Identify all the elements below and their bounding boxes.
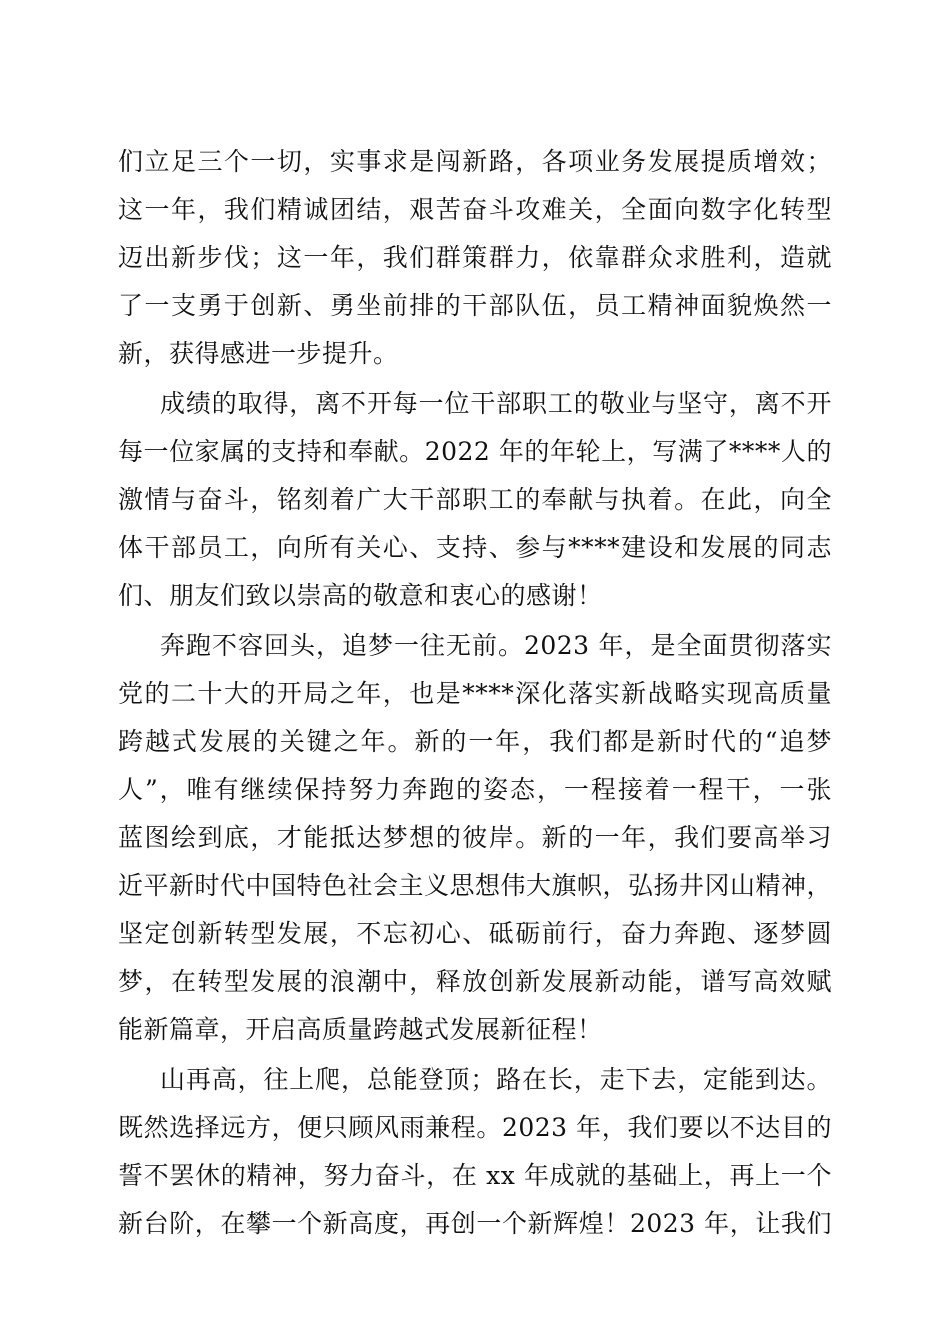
text-line: 近平新时代中国特色社会主义思想伟大旗帜，弘扬井冈山精神，	[118, 871, 833, 900]
text-line: 坚定创新转型发展，不忘初心、砥砺前行，奋力奔跑、逐梦圆	[118, 919, 832, 948]
text-line: 每一位家属的支持和奉献。2022 年的年轮上，写满了****人的	[118, 437, 832, 466]
text-line: 们立足三个一切，实事求是闯新路，各项业务发展提质增效；	[118, 147, 832, 176]
text-line: 这一年，我们精诚团结，艰苦奋斗攻难关，全面向数字化转型	[118, 195, 832, 224]
text-line: 们、朋友们致以崇高的敬意和衷心的感谢！	[118, 581, 603, 610]
text-line: 迈出新步伐；这一年，我们群策群力，依靠群众求胜利，造就	[118, 243, 832, 272]
text-line: 体干部员工，向所有关心、支持、参与****建设和发展的同志	[118, 533, 832, 562]
text-line: 既然选择远方，便只顾风雨兼程。2023 年，我们要以不达目的	[118, 1113, 832, 1142]
text-line: 人”，唯有继续保持努力奔跑的姿态，一程接着一程干，一张	[118, 775, 832, 804]
text-line: 蓝图绘到底，才能抵达梦想的彼岸。新的一年，我们要高举习	[118, 823, 832, 852]
text-line: 誓不罢休的精神，努力奋斗，在 xx 年成就的基础上，再上一个	[118, 1161, 832, 1190]
text-line: 新台阶，在攀一个新高度，再创一个新辉煌！2023 年，让我们	[118, 1209, 832, 1238]
text-line: 跨越式发展的关键之年。新的一年，我们都是新时代的“追梦	[118, 727, 832, 756]
text-line: 新，获得感进一步提升。	[118, 339, 399, 368]
paragraph-first-line: 成绩的取得，离不开每一位干部职工的敬业与坚守，离不开	[160, 389, 832, 418]
text-line: 能新篇章，开启高质量跨越式发展新征程！	[118, 1015, 603, 1044]
paragraph-first-line: 奔跑不容回头，追梦一往无前。2023 年，是全面贯彻落实	[160, 631, 832, 660]
text-line: 激情与奋斗，铭刻着广大干部职工的奉献与执着。在此，向全	[118, 485, 832, 514]
text-line: 梦，在转型发展的浪潮中，释放创新发展新动能，谱写高效赋	[118, 967, 832, 996]
paragraph-first-line: 山再高，往上爬，总能登顶；路在长，走下去，定能到达。	[160, 1065, 832, 1094]
text-line: 了一支勇于创新、勇坐前排的干部队伍，员工精神面貌焕然一	[118, 291, 832, 320]
text-line: 党的二十大的开局之年，也是****深化落实新战略实现高质量	[118, 679, 832, 708]
